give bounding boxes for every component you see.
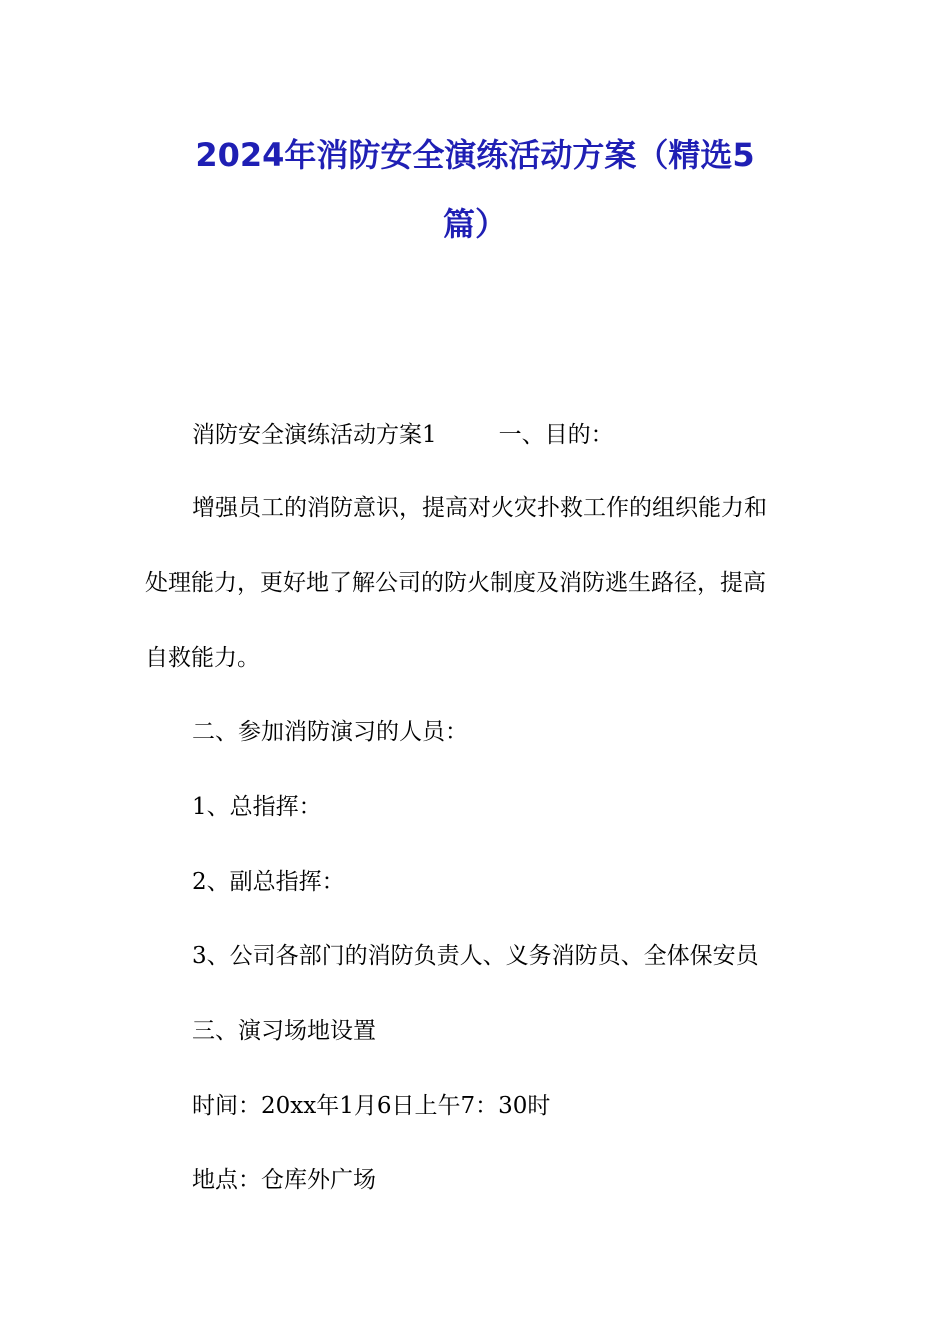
paragraph-purpose-line-1: 增强员工的消防意识，提高对火灾扑救工作的组织能力和 <box>192 495 767 521</box>
paragraph-deputy-commander: 2、副总指挥： <box>192 869 345 895</box>
paragraph-department-staff: 3、公司各部门的消防负责人、义务消防员、全体保安员 <box>192 943 759 969</box>
plan-number-label: 消防安全演练活动方案1 <box>192 422 437 448</box>
paragraph-purpose-line-3: 自救能力。 <box>145 645 260 671</box>
document-title-line-2: 篇） <box>442 205 507 243</box>
purpose-heading: 一、目的： <box>498 422 614 448</box>
paragraph-participants-heading: 二、参加消防演习的人员： <box>192 719 468 745</box>
paragraph-venue-heading: 三、演习场地设置 <box>192 1018 376 1044</box>
document-title-line-1: 2024年消防安全演练活动方案（精选5 <box>195 136 755 174</box>
paragraph-section-heading <box>192 419 614 451</box>
paragraph-commander: 1、总指挥： <box>192 794 322 820</box>
paragraph-purpose-line-2: 处理能力，更好地了解公司的防火制度及消防逃生路径，提高 <box>145 570 766 596</box>
paragraph-time: 时间：20xx年1月6日上午7：30时 <box>192 1093 551 1119</box>
paragraph-location: 地点：仓库外广场 <box>192 1167 376 1193</box>
